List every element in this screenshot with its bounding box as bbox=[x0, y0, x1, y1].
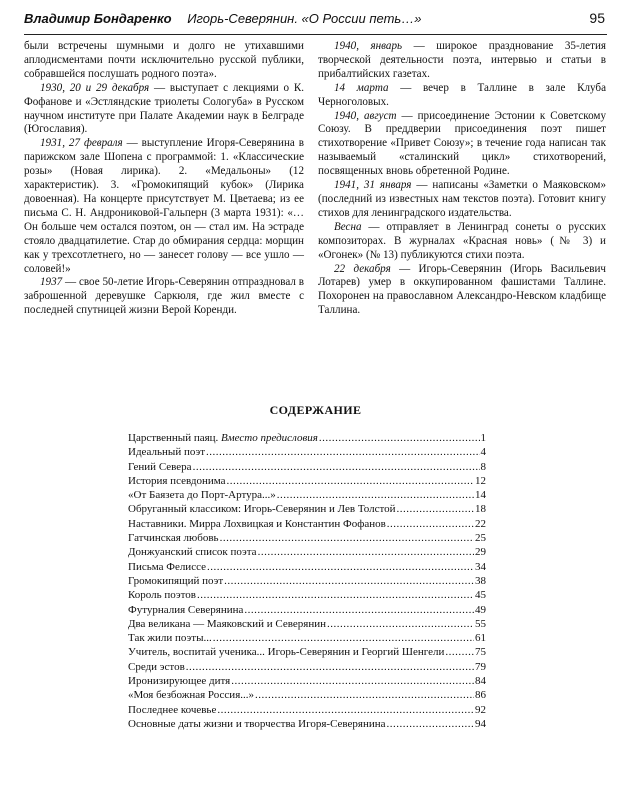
toc-entry-page: 75 bbox=[475, 646, 486, 659]
toc-entry-title bbox=[128, 445, 205, 459]
toc-leader-dots bbox=[207, 560, 474, 574]
toc-leader-dots bbox=[220, 531, 474, 545]
toc-entry-title bbox=[128, 703, 216, 717]
toc-entry-title-text: История псевдонима bbox=[128, 474, 226, 487]
chronology-text: — выступление Игоря-Северянина в парижском зале Шопена с программой: 1. «Классические розы» (Новая лирика). 2. «Медальоны» (12 характеристик). 3. «Громокипящий кубок» (Лирика довоенная). На концерте присутствует М. Цветаева; из ее письма С. Н. Андрониковой-Гальперн (3 марта 1931): «…Он больше чем остался поэтом, он — стал им. На эстраде стояло двадцатилетие. Стар до обмирания сердца: морщин как у трехсотлетнего, но — занесет голову — все ушло — соловей!» bbox=[24, 137, 304, 275]
toc-entry-title-text: Король поэтов bbox=[128, 589, 196, 602]
right-column bbox=[318, 40, 606, 318]
toc-entry-title bbox=[128, 545, 257, 559]
toc-entry-page: 84 bbox=[475, 675, 486, 688]
toc-entry-page: 94 bbox=[475, 717, 486, 730]
toc-entry[interactable] bbox=[128, 502, 486, 516]
toc-entry[interactable] bbox=[128, 460, 486, 474]
toc-entry-page: 29 bbox=[475, 546, 486, 559]
toc-entry-title-text: Идеальный поэт bbox=[128, 446, 206, 459]
toc-entry-title-text: Футурналия Северянина bbox=[128, 603, 244, 616]
toc-entry-page: 55 bbox=[475, 617, 486, 630]
toc-entry-title bbox=[128, 631, 212, 645]
toc-title: СОДЕРЖАНИЕ bbox=[269, 403, 362, 417]
toc-entry-title-text: Письма Фелиссе bbox=[128, 560, 206, 573]
toc-leader-dots bbox=[255, 688, 474, 702]
toc-leader-dots bbox=[206, 445, 479, 459]
toc-entry-page: 49 bbox=[475, 603, 486, 616]
toc-entry-page: 92 bbox=[475, 703, 486, 716]
toc-leader-dots bbox=[213, 631, 474, 645]
chronology-paragraph bbox=[318, 179, 606, 221]
header-author: Владимир Бондаренко bbox=[24, 11, 172, 26]
toc-entry[interactable] bbox=[128, 574, 486, 588]
chronology-date: 14 марта bbox=[334, 81, 389, 94]
chronology-text: — присоединение Эстонии к Советскому Союзу. В преддверии присоединения поэт пишет стихотворение «Привет Союзу»; в течение года написан так называемый «сталинский цикл» стихотворений, посвященных вновь обретенной Родине. bbox=[318, 109, 606, 178]
toc-entry-title-text: Царственный паяц. bbox=[128, 432, 222, 444]
toc-leader-dots bbox=[186, 660, 474, 674]
toc-entry-title bbox=[128, 603, 243, 617]
toc-entry-page: 45 bbox=[475, 589, 486, 602]
toc-entry-title-text: Донжуанский список поэта bbox=[128, 546, 257, 559]
toc-leader-dots bbox=[258, 545, 474, 559]
toc-leader-dots bbox=[197, 588, 474, 602]
toc-entry-page: 22 bbox=[475, 517, 486, 530]
toc-entry[interactable] bbox=[128, 431, 486, 445]
chronology-paragraph bbox=[318, 221, 606, 263]
toc-entry-title bbox=[128, 531, 219, 545]
toc-entry-title-text: Громокипящий поэт bbox=[128, 574, 224, 587]
toc-entry-title bbox=[128, 617, 326, 631]
toc-entry-page: 25 bbox=[475, 532, 486, 545]
toc-entry-page: 34 bbox=[475, 560, 486, 573]
chronology-date: 1931, 27 февраля bbox=[40, 137, 123, 150]
chronology-paragraph bbox=[24, 276, 304, 318]
toc-entry-page: 38 bbox=[475, 574, 486, 587]
toc-entry-page: 79 bbox=[475, 660, 486, 673]
chronology-paragraph bbox=[318, 40, 606, 82]
toc-entry-title-text: Последнее кочевье bbox=[128, 703, 217, 716]
chronology-text: — свое 50-летие Игорь-Северянин отпраздновал в заброшенной деревушке Саркюля, где жил вместе с последней спутницей жизни Верой Коренди. bbox=[24, 276, 304, 317]
toc-entry-page: 4 bbox=[480, 446, 486, 459]
chronology-date: 1937 bbox=[40, 276, 63, 289]
toc-entry[interactable] bbox=[128, 631, 486, 645]
toc-entry[interactable] bbox=[128, 688, 486, 702]
running-header bbox=[24, 11, 607, 33]
toc-leader-dots bbox=[227, 474, 474, 488]
toc-entry-title bbox=[128, 431, 318, 445]
toc-leader-dots bbox=[397, 502, 474, 516]
toc-entry-title bbox=[128, 502, 396, 516]
toc-entry-page: 12 bbox=[475, 474, 486, 487]
toc-entry-title bbox=[128, 488, 276, 502]
toc-entry-title-text: Учитель, воспитай ученика... Игорь-Северянин и Георгий Шенгели bbox=[128, 646, 445, 659]
header-rule bbox=[24, 34, 607, 35]
chronology-date: 1940, январь bbox=[334, 40, 403, 52]
toc-entry-title-text: Гатчинская любовь bbox=[128, 532, 219, 545]
toc-entry[interactable] bbox=[128, 474, 486, 488]
toc-entry-page: 86 bbox=[475, 689, 486, 702]
toc-entry-title bbox=[128, 588, 196, 602]
toc-leader-dots bbox=[277, 488, 474, 502]
toc-entry-title-text: Среди эстов bbox=[128, 660, 185, 673]
toc-leader-dots bbox=[224, 574, 474, 588]
toc-entry[interactable] bbox=[128, 703, 486, 717]
table-of-contents bbox=[128, 431, 486, 731]
toc-leader-dots bbox=[231, 674, 474, 688]
toc-entry-title-text: «От Баязета до Порт-Артура...» bbox=[128, 489, 276, 502]
toc-entry-title-text: Основные даты жизни и творчества Игоря-Северянина bbox=[128, 717, 386, 730]
toc-entry[interactable] bbox=[128, 645, 486, 659]
toc-entry-title-text: Обруганный классиком: Игорь-Северянин и Лев Толстой bbox=[128, 503, 396, 516]
toc-entry[interactable] bbox=[128, 603, 486, 617]
toc-entry-title-text: «Моя безбожная Россия...» bbox=[128, 689, 255, 702]
toc-entry-title bbox=[128, 574, 223, 588]
toc-entry[interactable] bbox=[128, 517, 486, 531]
toc-entry-page: 18 bbox=[475, 503, 486, 516]
chronology-paragraph bbox=[318, 110, 606, 180]
toc-entry[interactable] bbox=[128, 717, 486, 731]
chronology-paragraph bbox=[24, 137, 304, 276]
toc-entry-title bbox=[128, 660, 185, 674]
chronology-text: были встречены шумными и долго не утихавшими аплодисментами почти исключительно русской публики, собравшейся послушать родного поэта». bbox=[24, 40, 304, 80]
toc-entry[interactable] bbox=[128, 674, 486, 688]
page-number: 95 bbox=[589, 10, 605, 26]
chronology-text: — выступает с лекциями о К. Фофанове и «Эстляндские триолеты Сологуба» в Русском научном институте при Палате Академии наук в Белграде (Югославия). bbox=[24, 81, 304, 136]
toc-entry-title bbox=[128, 717, 386, 731]
toc-leader-dots bbox=[319, 431, 480, 445]
chronology-date: 1940, август bbox=[334, 109, 397, 122]
toc-entry-title-text: Два великана — Маяковский и Северянин bbox=[128, 617, 327, 630]
toc-entry-title bbox=[128, 674, 230, 688]
toc-entry[interactable] bbox=[128, 545, 486, 559]
chronology-text: — широкое празднование 35-летия творческой деятельности поэта, интервью и статьи в прибалтийских газетах. bbox=[318, 40, 606, 80]
toc-entry-title bbox=[128, 645, 444, 659]
header-book-title: Игорь-Северянин. «О России петь…» bbox=[187, 11, 422, 26]
toc-entry-subtitle: Вместо предисловия bbox=[221, 432, 318, 444]
toc-entry-title-text: Иронизирующее дитя bbox=[128, 675, 231, 688]
toc-entry-title bbox=[128, 460, 192, 474]
toc-entry[interactable] bbox=[128, 660, 486, 674]
toc-leader-dots bbox=[217, 703, 474, 717]
toc-entry-title-text: Гений Севера bbox=[128, 460, 192, 473]
toc-entry-title bbox=[128, 560, 206, 574]
chronology-text: — отправляет в Ленинград сонеты о русских композиторах. В журналах «Красная новь» (№ 3) и «Огонек» (№ 13) публикуются стихи поэта. bbox=[318, 220, 606, 261]
toc-entry-page: 14 bbox=[475, 489, 486, 502]
chronology-date: 22 декабря bbox=[334, 262, 391, 275]
toc-leader-dots bbox=[387, 717, 474, 731]
chronology-date: Весна bbox=[334, 220, 362, 233]
toc-entry[interactable] bbox=[128, 531, 486, 545]
toc-entry-page: 61 bbox=[475, 632, 486, 645]
toc-entry-title-text: Наставники. Мирра Лохвицкая и Константин Фофанов bbox=[128, 517, 386, 530]
chronology-date: 1941, 31 января bbox=[334, 179, 412, 192]
chronology-text: — вечер в Таллине в зале Клуба Черноголовых. bbox=[318, 81, 606, 108]
toc-entry[interactable] bbox=[128, 560, 486, 574]
chronology-paragraph bbox=[24, 40, 304, 82]
toc-entry-title bbox=[128, 688, 254, 702]
toc-entry-page: 8 bbox=[480, 460, 486, 473]
left-column bbox=[24, 40, 304, 318]
toc-entry-title bbox=[128, 474, 226, 488]
toc-entry-title bbox=[128, 517, 386, 531]
toc-leader-dots bbox=[387, 517, 474, 531]
chronology-text: — написаны «Заметки о Маяковском» (последний из известных нам текстов поэта). Готовит книгу стихов для ленинградского издательства. bbox=[318, 179, 606, 219]
toc-entry[interactable] bbox=[128, 445, 486, 459]
toc-entry-page: 1 bbox=[480, 432, 486, 444]
chronology-paragraph bbox=[24, 82, 304, 138]
chronology-text: — Игорь-Северянин (Игорь Васильевич Лотарев) умер в оккупированном фашистами Таллине. Похоронен на православном Александро-Невском кладбище Таллина. bbox=[318, 262, 606, 317]
toc-leader-dots bbox=[244, 603, 474, 617]
chronology-paragraph bbox=[318, 263, 606, 319]
toc-entry[interactable] bbox=[128, 617, 486, 631]
toc-leader-dots bbox=[327, 617, 474, 631]
toc-leader-dots bbox=[445, 645, 474, 659]
chronology-date: 1930, 20 и 29 декабря bbox=[40, 81, 150, 94]
toc-entry-title-text: Так жили поэты... bbox=[128, 632, 212, 645]
toc-entry[interactable] bbox=[128, 588, 486, 602]
toc-leader-dots bbox=[193, 460, 480, 474]
toc-entry[interactable] bbox=[128, 488, 486, 502]
chronology-paragraph bbox=[318, 82, 606, 110]
